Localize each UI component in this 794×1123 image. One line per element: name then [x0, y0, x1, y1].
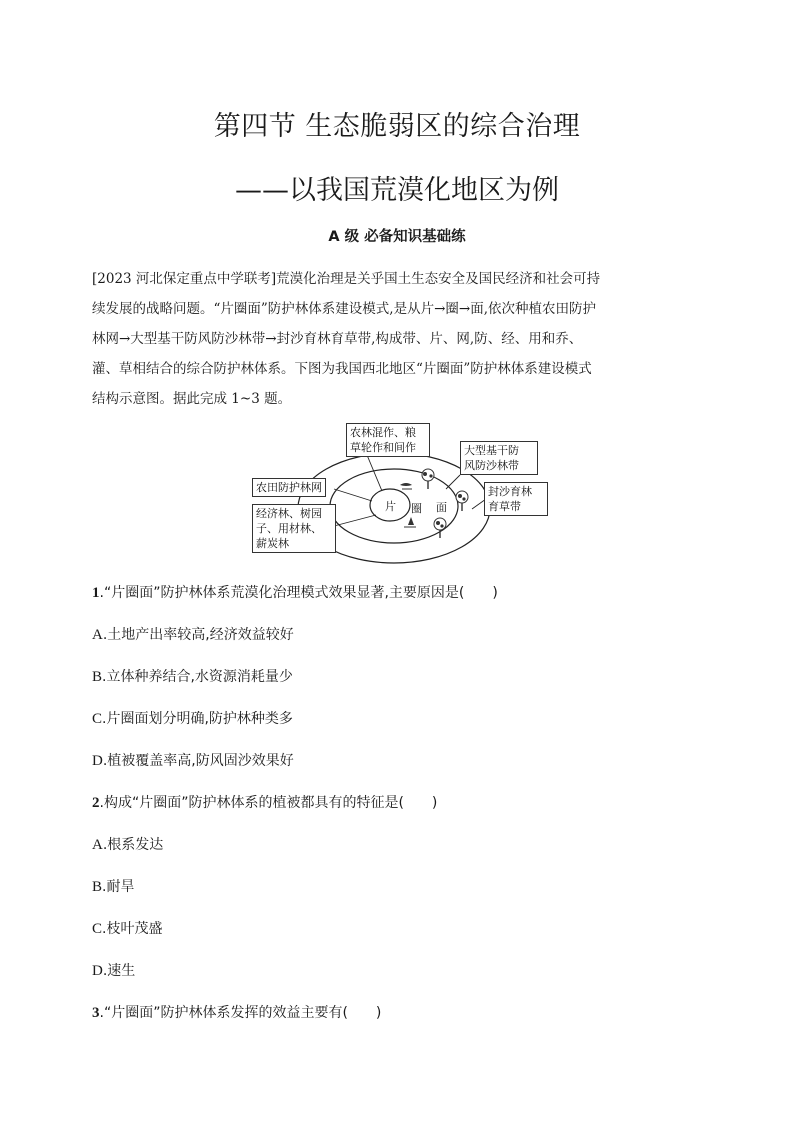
question-3: [92, 1002, 381, 1022]
option-c: [92, 708, 293, 728]
label-quan: 圈: [411, 502, 422, 515]
shelterbelt-diagram: [250, 419, 550, 565]
option-d: [92, 960, 135, 980]
level-heading: A 级 必备知识基础练: [328, 229, 466, 245]
intro-line: 灌、草相结合的综合防护林体系。下图为我国西北地区“片圈面”防护林体系建设模式: [92, 361, 592, 377]
option-letter: A: [92, 837, 103, 853]
option-b: [92, 876, 134, 896]
option-letter: A: [92, 627, 103, 643]
option-letter: C: [92, 711, 103, 727]
option-letter: C: [92, 921, 103, 937]
option-a: [92, 624, 294, 644]
label-pian: 片: [385, 500, 396, 513]
option-text: .速生: [102, 963, 136, 979]
option-b: [92, 666, 293, 686]
page-title: 第四节 生态脆弱区的综合治理: [213, 111, 581, 142]
label-mixed-farming: 农林混作、粮 草轮作和间作: [346, 423, 430, 457]
question-number: 1: [92, 585, 100, 601]
option-letter: B: [92, 669, 103, 685]
question-text: .构成“片圈面”防护林体系的植被都具有的特征是( ): [99, 795, 438, 811]
option-text: .植被覆盖率高,防风固沙效果好: [102, 753, 294, 769]
question-text: .“片圈面”防护林体系荒漠化治理模式效果显著,主要原因是( ): [99, 585, 498, 601]
label-farmland-shelterbelt: 农田防护林网: [252, 478, 326, 497]
option-text: .片圈面划分明确,防护林种类多: [102, 711, 293, 727]
intro-line: 续发展的战略问题。“片圈面”防护林体系建设模式,是从片→圈→面,依次种植农田防护: [92, 301, 597, 317]
intro-paragraph: [92, 264, 704, 414]
option-letter: D: [92, 753, 103, 769]
option-text: .土地产出率较高,经济效益较好: [102, 627, 294, 643]
question-number: 2: [92, 795, 100, 811]
label-mian: 面: [436, 501, 447, 514]
option-letter: B: [92, 879, 103, 895]
option-text: .枝叶茂盛: [102, 921, 163, 937]
option-letter: D: [92, 963, 103, 979]
label-economic-forest: 经济林、树园 子、用材林、 薪炭林: [252, 504, 336, 553]
option-a: [92, 834, 163, 854]
option-text: .立体种养结合,水资源消耗量少: [102, 669, 293, 685]
page-subtitle: ——以我国荒漠化地区为例: [235, 175, 559, 206]
label-windbreak-belt: 大型基干防 风防沙林带: [460, 441, 538, 475]
intro-line: [2023 河北保定重点中学联考]荒漠化治理是关乎国土生态安全及国民经济和社会可持: [92, 271, 601, 287]
intro-line: 林网→大型基干防风防沙林带→封沙育林育草带,构成带、片、网,防、经、用和乔、: [92, 331, 583, 347]
option-d: [92, 750, 294, 770]
option-c: [92, 918, 162, 938]
question-text: .“片圈面”防护林体系发挥的效益主要有( ): [99, 1005, 382, 1021]
intro-line: 结构示意图。据此完成 1~3 题。: [92, 391, 292, 407]
option-text: .根系发达: [102, 837, 164, 853]
option-text: .耐旱: [102, 879, 135, 895]
question-2: [92, 792, 437, 812]
question-1: [92, 582, 498, 602]
question-number: 3: [92, 1005, 100, 1021]
label-sand-enclosure: 封沙育林 育草带: [484, 482, 548, 516]
